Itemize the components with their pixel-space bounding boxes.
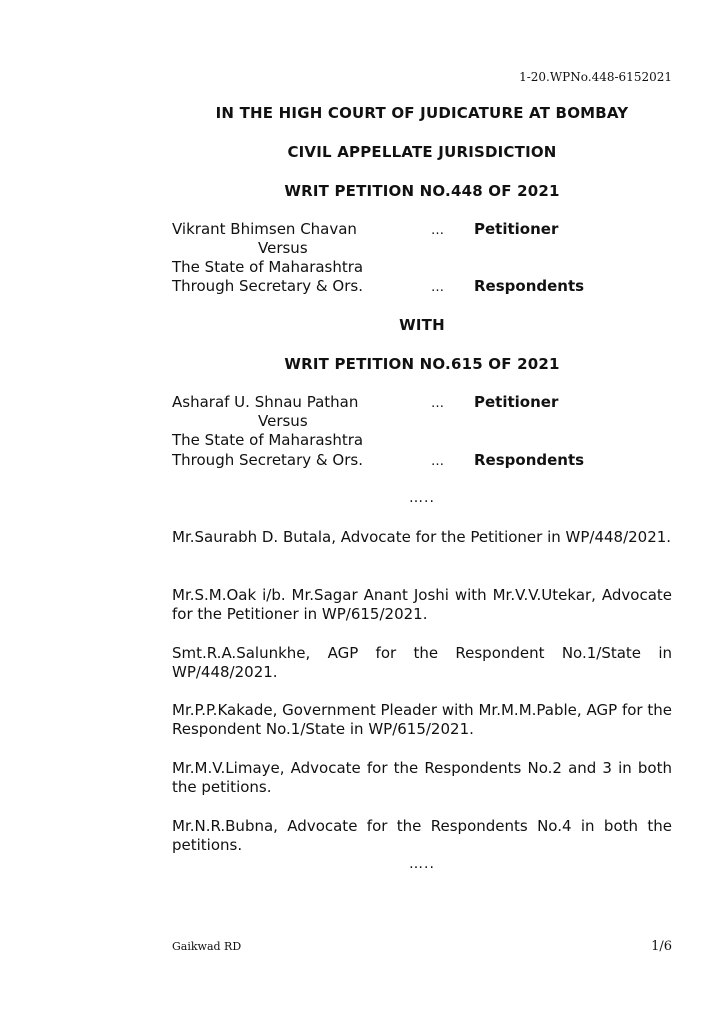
respondent-name-line2: Through Secretary & Ors. [172, 451, 363, 469]
separator: ….. [409, 856, 435, 872]
dots: … [431, 280, 444, 295]
appearance-paragraph: Mr.Saurabh D. Butala, Advocate for the Petitioner in WP/448/2021. [172, 528, 672, 546]
respondent-name: The State of Maharashtra [172, 431, 364, 449]
respondent-role: Respondents [474, 451, 585, 469]
petitioner-role: Petitioner [474, 393, 559, 411]
respondent-name-line2: Through Secretary & Ors. [172, 277, 363, 295]
respondent-role: Respondents [474, 277, 585, 295]
petitioner-name: Vikrant Bhimsen Chavan [172, 220, 357, 238]
jurisdiction: CIVIL APPELLATE JURISDICTION [287, 143, 557, 161]
dots: … [431, 454, 444, 469]
separator: ….. [409, 490, 435, 506]
versus: Versus [258, 239, 308, 257]
petition-1-title: WRIT PETITION NO.448 OF 2021 [284, 182, 560, 200]
court-title: IN THE HIGH COURT OF JUDICATURE AT BOMBAY [215, 104, 629, 122]
appearance-paragraph: Mr.P.P.Kakade, Government Pleader with Mr.M.M.Pable, AGP for the Respondent No.1/State in WP/615/2021. [172, 701, 672, 738]
petitioner-role: Petitioner [474, 220, 559, 238]
respondent-name: The State of Maharashtra [172, 258, 364, 276]
footer-author: Gaikwad RD [172, 940, 242, 953]
appearance-paragraph: Mr.S.M.Oak i/b. Mr.Sagar Anant Joshi with Mr.V.V.Utekar, Advocate for the Petitioner in WP/615/2021. [172, 586, 672, 623]
petition-2-title: WRIT PETITION NO.615 OF 2021 [284, 355, 560, 373]
appearance-paragraph: Smt.R.A.Salunkhe, AGP for the Respondent No.1/State in WP/448/2021. [172, 644, 672, 681]
petitioner-name: Asharaf U. Shnau Pathan [172, 393, 359, 411]
appearance-paragraph: Mr.M.V.Limaye, Advocate for the Respondents No.2 and 3 in both the petitions. [172, 759, 672, 796]
appearance-paragraph: Mr.N.R.Bubna, Advocate for the Respondents No.4 in both the petitions. [172, 817, 672, 854]
page-number: 1/6 [651, 939, 672, 954]
dots: … [431, 396, 444, 411]
versus: Versus [258, 412, 308, 430]
case-reference: 1-20.WPNo.448-6152021 [519, 70, 672, 84]
dots: … [431, 223, 444, 238]
with-heading: WITH [399, 316, 445, 334]
